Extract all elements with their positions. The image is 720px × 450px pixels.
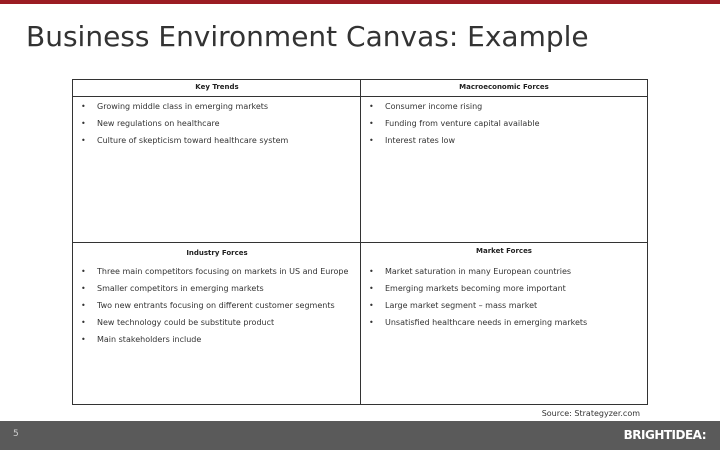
bullet: • [81,284,86,293]
top-accent-bar [0,0,720,4]
market-forces-list [361,266,647,334]
bullet: • [81,301,86,310]
list-item: • Emerging markets becoming more important [369,284,566,293]
list-item: • Funding from venture capital available [369,119,540,128]
bullet: • [369,301,374,310]
bullet: • [81,267,86,276]
macroeconomic-forces-list [361,101,647,152]
list-item: • Main stakeholders include [81,335,202,344]
list-item: • Three main competitors focusing on markets in US and Europe [81,267,349,276]
list-item: • New regulations on healthcare [81,119,220,128]
footer-bar [0,421,720,450]
list-item: • Interest rates low [369,136,455,145]
bullet: • [81,335,86,344]
list-item: • Unsatisfied healthcare needs in emerging markets [369,318,588,327]
business-environment-canvas [72,79,648,405]
bullet: • [81,119,86,128]
list-item: • Large market segment – mass market [369,301,538,310]
quadrant-market-forces [361,242,647,404]
key-trends-heading: Key Trends [195,83,239,91]
bullet: • [81,318,86,327]
list-item: • Culture of skepticism toward healthcare system [81,136,289,145]
brightidea-logo [624,428,706,442]
quadrant-macroeconomic-forces [361,80,647,242]
quadrant-industry-forces [73,242,361,404]
list-item: • New technology could be substitute product [81,318,275,327]
list-item: • Two new entrants focusing on different customer segments [81,301,335,310]
market-forces-heading: Market Forces [476,247,532,255]
bullet: • [369,119,374,128]
bullet: • [81,136,86,145]
list-item: • Consumer income rising [369,102,483,111]
bullet: • [369,318,374,327]
page-number: 5 [13,429,19,439]
bullet: • [81,102,86,111]
bullet: • [369,284,374,293]
bullet: • [369,136,374,145]
macroeconomic-forces-heading: Macroeconomic Forces [459,83,549,91]
list-item: • Growing middle class in emerging markets [81,102,269,111]
bullet: • [369,267,374,276]
key-trends-list [73,101,361,152]
slide-title: Business Environment Canvas: Example [26,20,589,53]
industry-forces-list [73,266,361,351]
logo-mark: : [701,428,706,442]
list-item: • Smaller competitors in emerging markets [81,284,264,293]
source-citation: Source: Strategyzer.com [541,409,640,418]
list-item: • Market saturation in many European countries [369,267,572,276]
industry-forces-heading: Industry Forces [186,249,248,257]
bullet: • [369,102,374,111]
quadrant-key-trends [73,80,361,242]
logo-text: BRIGHTIDEA [623,428,702,442]
